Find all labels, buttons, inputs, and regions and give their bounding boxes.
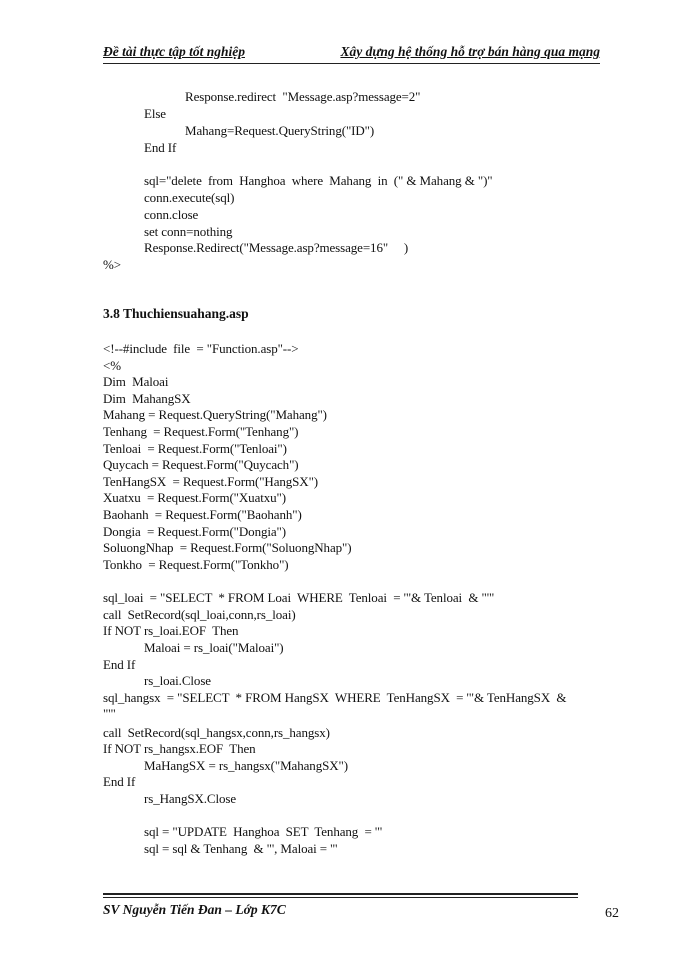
code-line: sql = sql & Tenhang & "', Maloai = '" bbox=[144, 841, 338, 856]
code-line: Tenloai = Request.Form("Tenloai") bbox=[103, 441, 287, 456]
code-line: Xuatxu = Request.Form("Xuatxu") bbox=[103, 490, 286, 505]
code-line: rs_HangSX.Close bbox=[144, 791, 237, 806]
code-line: sql_loai = "SELECT * FROM Loai WHERE Tenloai = '"& Tenloai & "'" bbox=[103, 590, 495, 605]
code-line: sql_hangsx = "SELECT * FROM HangSX WHERE TenHangSX = '"& TenHangSX & bbox=[103, 690, 567, 705]
code-line: If NOT rs_loai.EOF Then bbox=[103, 623, 239, 638]
header-left-title: Đề tài thực tập tốt nghiệp bbox=[103, 44, 245, 59]
footer-divider-thin bbox=[103, 897, 578, 898]
code-line: Dim MahangSX bbox=[103, 391, 191, 406]
code-line: conn.close bbox=[144, 207, 199, 222]
code-line: sql = "UPDATE Hanghoa SET Tenhang = '" bbox=[144, 824, 383, 839]
code-line: Dongia = Request.Form("Dongia") bbox=[103, 524, 286, 539]
page-number: 62 bbox=[605, 906, 619, 921]
code-line: <!--#include file = "Function.asp"--> bbox=[103, 341, 299, 356]
code-line: Mahang=Request.QueryString("ID") bbox=[185, 123, 375, 138]
code-line: Dim Maloai bbox=[103, 374, 169, 389]
code-line: End If bbox=[103, 774, 136, 789]
code-line: <% bbox=[103, 358, 121, 373]
footer-author: SV Nguyễn Tiến Đan – Lớp K7C bbox=[103, 902, 286, 917]
footer-divider bbox=[103, 893, 578, 895]
code-line: "'" bbox=[103, 706, 116, 721]
code-line: Response.redirect "Message.asp?message=2" bbox=[185, 89, 421, 104]
code-line: Tonkho = Request.Form("Tonkho") bbox=[103, 557, 289, 572]
code-line: Maloai = rs_loai("Maloai") bbox=[144, 640, 284, 655]
code-line: Mahang = Request.QueryString("Mahang") bbox=[103, 407, 327, 422]
code-line: conn.execute(sql) bbox=[144, 190, 235, 205]
header-divider bbox=[103, 63, 600, 64]
code-line: End If bbox=[103, 657, 136, 672]
code-line: SoluongNhap = Request.Form("SoluongNhap") bbox=[103, 540, 352, 555]
code-line: End If bbox=[144, 140, 177, 155]
code-line: Else bbox=[144, 106, 166, 121]
code-line: rs_loai.Close bbox=[144, 673, 211, 688]
header-right-title: Xây dựng hệ thống hỗ trợ bán hàng qua mạng bbox=[340, 44, 600, 59]
code-line: If NOT rs_hangsx.EOF Then bbox=[103, 741, 256, 756]
code-line: TenHangSX = Request.Form("HangSX") bbox=[103, 474, 319, 489]
section-heading: 3.8 Thuchiensuahang.asp bbox=[103, 306, 249, 321]
code-line: Quycach = Request.Form("Quycach") bbox=[103, 457, 299, 472]
code-line: sql="delete from Hanghoa where Mahang in (" & Mahang & ")" bbox=[144, 173, 493, 188]
code-line: Baohanh = Request.Form("Baohanh") bbox=[103, 507, 302, 522]
code-line: Response.Redirect("Message.asp?message=16" ) bbox=[144, 240, 409, 255]
code-line: %> bbox=[103, 257, 121, 272]
code-line: set conn=nothing bbox=[144, 224, 233, 239]
code-line: MaHangSX = rs_hangsx("MahangSX") bbox=[144, 758, 348, 773]
code-line: call SetRecord(sql_loai,conn,rs_loai) bbox=[103, 607, 296, 622]
code-line: Tenhang = Request.Form("Tenhang") bbox=[103, 424, 299, 439]
code-line: call SetRecord(sql_hangsx,conn,rs_hangsx) bbox=[103, 725, 330, 740]
